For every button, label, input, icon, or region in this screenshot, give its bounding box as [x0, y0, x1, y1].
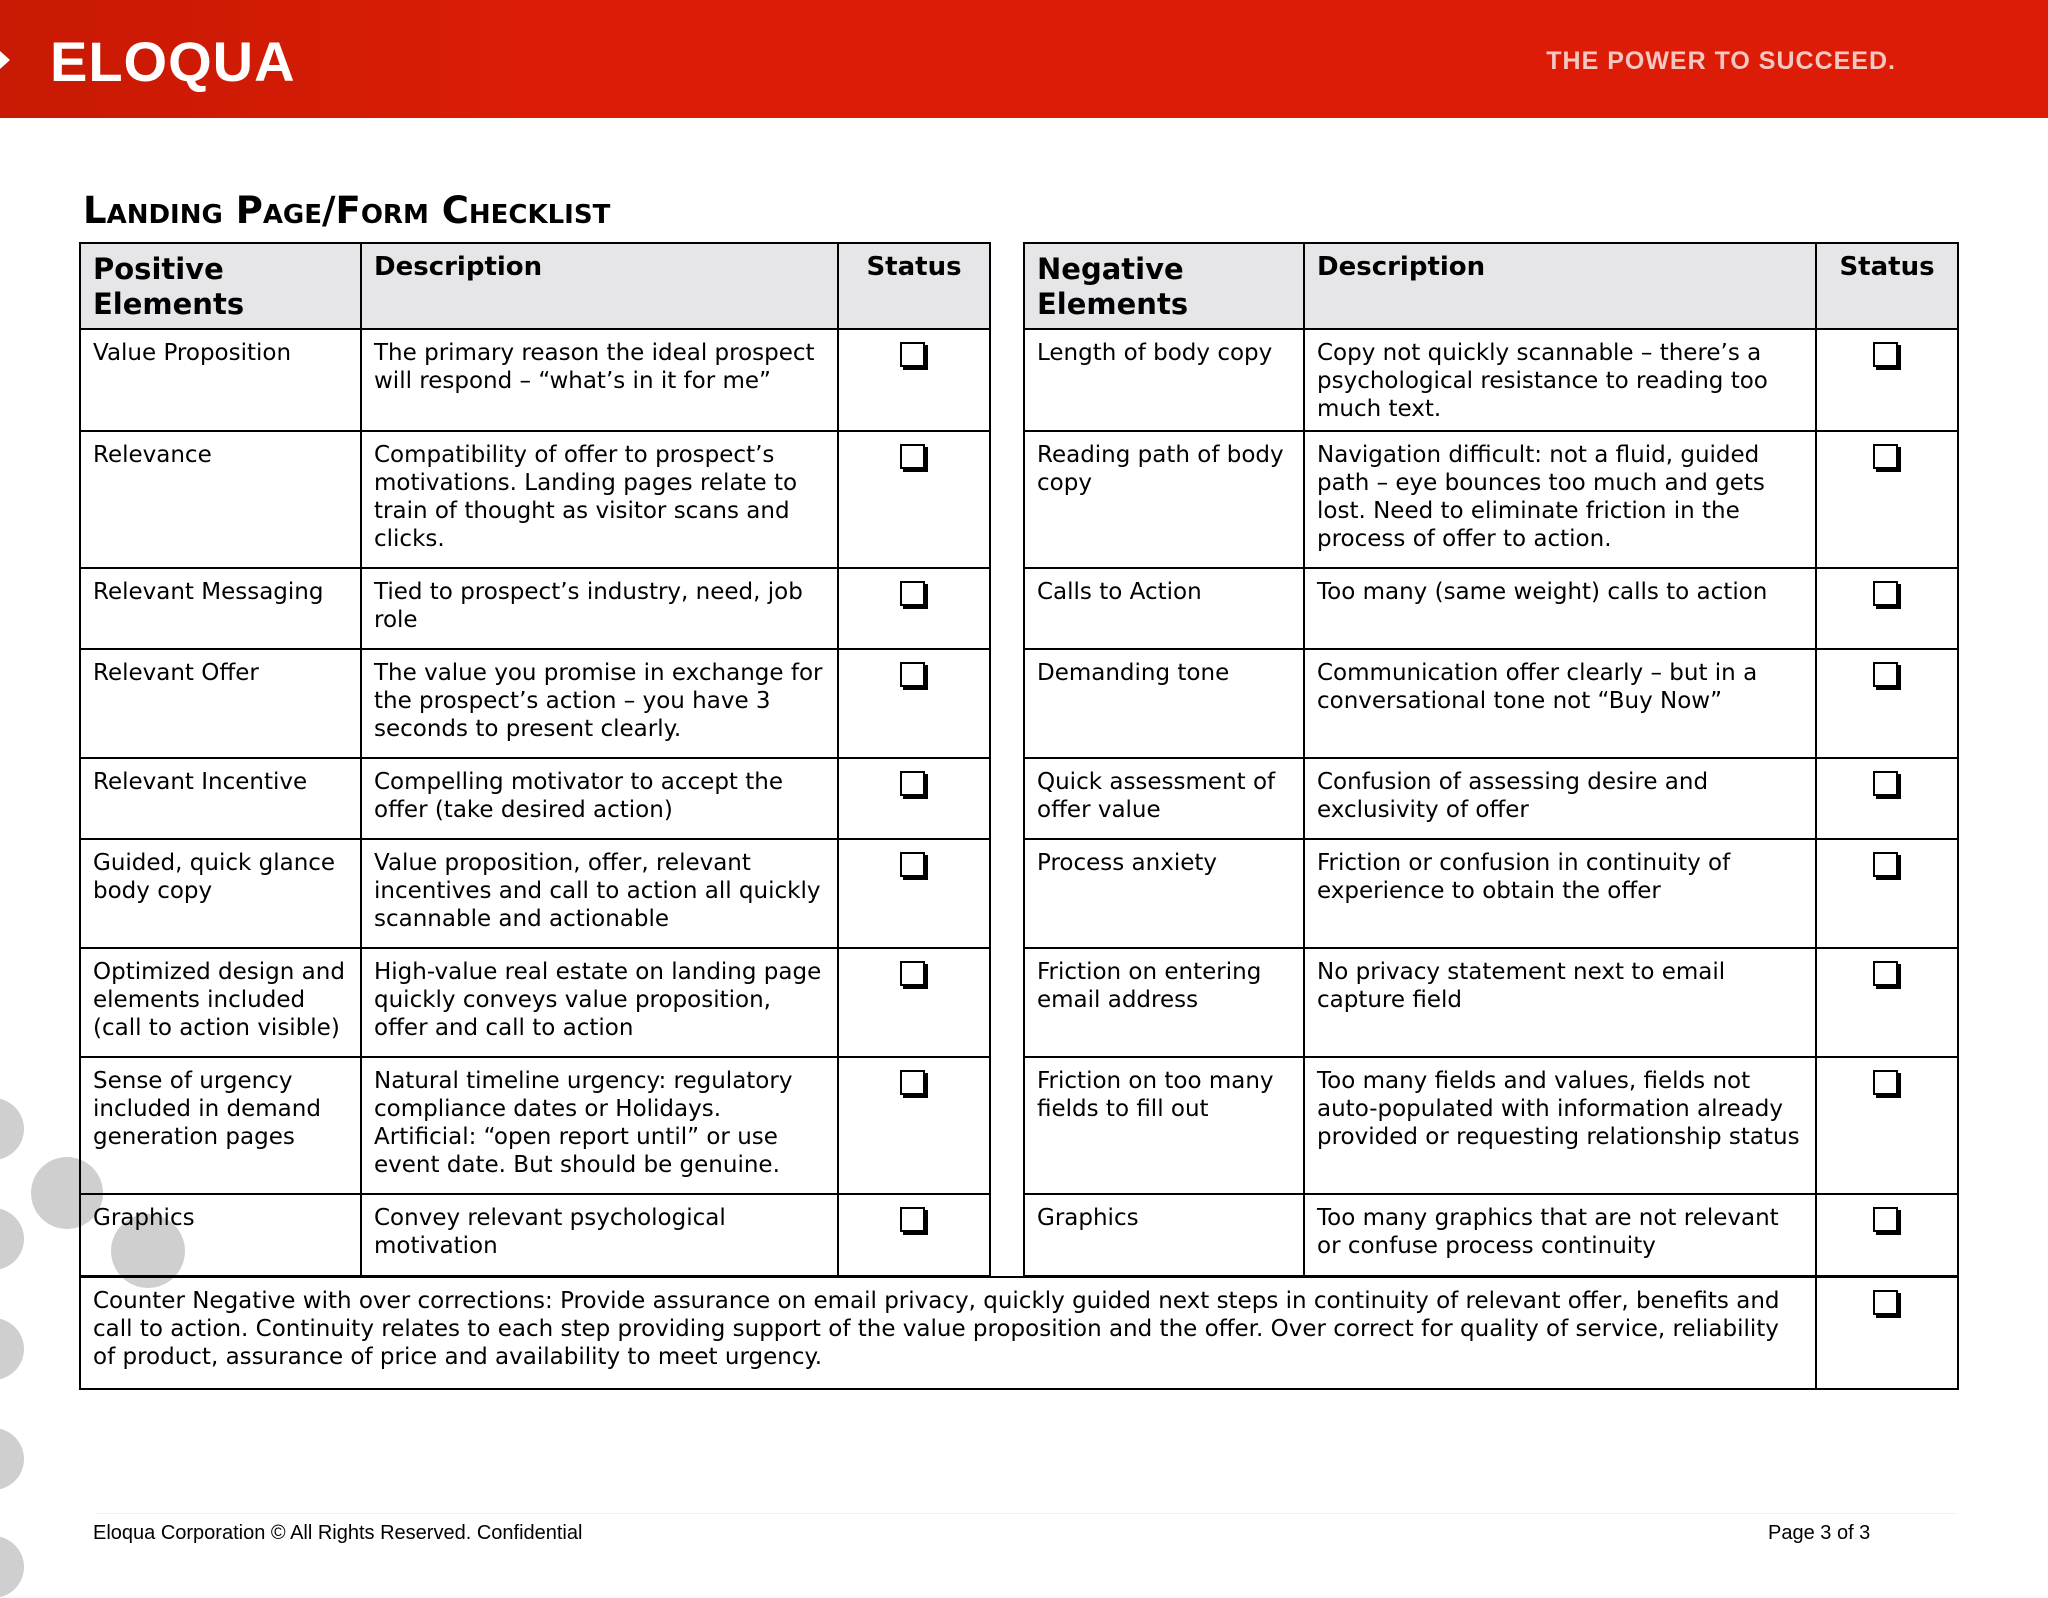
description-cell: The primary reason the ideal prospect will respond – “what’s in it for me” [361, 329, 838, 431]
table-row [80, 329, 990, 431]
description-cell: Natural timeline urgency: regulatory compliance dates or Holidays. Artificial: “open report until” or use event date. But should be genuine. [361, 1057, 838, 1194]
checkbox[interactable] [1873, 444, 1898, 469]
description-cell: Copy not quickly scannable – there’s a psychological resistance to reading too much text. [1304, 329, 1816, 431]
description-cell: Convey relevant psychological motivation [361, 1194, 838, 1276]
element-cell: Friction on entering email address [1024, 948, 1304, 1057]
status-cell [1816, 839, 1958, 948]
description-cell: Tied to prospect’s industry, need, job role [361, 568, 838, 649]
positive-elements-table [79, 242, 991, 1277]
element-cell: Relevant Incentive [80, 758, 361, 839]
table-row [1024, 1194, 1958, 1276]
description-cell: High-value real estate on landing page quickly conveys value proposition, offer and call to action [361, 948, 838, 1057]
table-row [1024, 948, 1958, 1057]
table-row [1024, 568, 1958, 649]
column-header-status: Status [1816, 243, 1958, 329]
description-cell: Too many fields and values, fields not auto-populated with information already provided or requesting relationship status [1304, 1057, 1816, 1194]
decor-circle-icon [0, 1208, 24, 1270]
arrow-icon [0, 51, 10, 69]
status-cell [838, 431, 990, 568]
description-cell: Compatibility of offer to prospect’s motivations. Landing pages relate to train of thought as visitor scans and clicks. [361, 431, 838, 568]
element-cell: Length of body copy [1024, 329, 1304, 431]
status-cell [1816, 431, 1958, 568]
summary-table [79, 1276, 1959, 1390]
status-cell [838, 568, 990, 649]
status-cell [1816, 758, 1958, 839]
table-row [80, 1194, 990, 1276]
table-row [1024, 431, 1958, 568]
description-cell: The value you promise in exchange for the prospect’s action – you have 3 seconds to present clearly. [361, 649, 838, 758]
status-cell [838, 649, 990, 758]
checkbox[interactable] [1873, 662, 1898, 687]
checkbox[interactable] [1873, 581, 1898, 606]
checkbox[interactable] [1873, 1070, 1898, 1095]
description-cell: Navigation difficult: not a fluid, guided path – eye bounces too much and gets lost. Need to eliminate friction in the process of offer to action. [1304, 431, 1816, 568]
element-cell: Relevance [80, 431, 361, 568]
table-row [80, 758, 990, 839]
element-cell: Sense of urgency included in demand generation pages [80, 1057, 361, 1194]
decor-circle-icon [0, 1536, 24, 1598]
status-cell [838, 1194, 990, 1276]
footer-copyright: Eloqua Corporation © All Rights Reserved. Confidential [93, 1522, 583, 1544]
status-cell [1816, 329, 1958, 431]
description-cell: Friction or confusion in continuity of experience to obtain the offer [1304, 839, 1816, 948]
element-cell: Reading path of body copy [1024, 431, 1304, 568]
footer-divider [95, 1513, 1957, 1514]
description-cell: Too many graphics that are not relevant or confuse process continuity [1304, 1194, 1816, 1276]
status-cell [838, 329, 990, 431]
status-cell [838, 839, 990, 948]
decor-circle-icon [0, 1098, 24, 1160]
description-cell: Confusion of assessing desire and exclusivity of offer [1304, 758, 1816, 839]
status-cell [1816, 948, 1958, 1057]
checkbox[interactable] [900, 342, 925, 367]
table-header-row [1024, 243, 1958, 329]
status-cell [838, 1057, 990, 1194]
checkbox[interactable] [900, 581, 925, 606]
status-cell [838, 948, 990, 1057]
eloqua-logo: ELOQUA [50, 30, 296, 93]
status-cell [1816, 1057, 1958, 1194]
element-cell: Guided, quick glance body copy [80, 839, 361, 948]
table-row [1024, 329, 1958, 431]
checkbox[interactable] [900, 852, 925, 877]
header-banner [0, 0, 2048, 118]
status-cell [1816, 1194, 1958, 1276]
table-row [80, 568, 990, 649]
column-header-positive-elements: Positive Elements [80, 243, 361, 329]
decor-circle-icon [0, 1428, 24, 1490]
table-header-row [80, 243, 990, 329]
checkbox[interactable] [900, 771, 925, 796]
element-cell: Calls to Action [1024, 568, 1304, 649]
checkbox[interactable] [900, 1070, 925, 1095]
table-row [80, 839, 990, 948]
description-cell: Communication offer clearly – but in a conversational tone not “Buy Now” [1304, 649, 1816, 758]
description-cell: No privacy statement next to email capture field [1304, 948, 1816, 1057]
element-cell: Value Proposition [80, 329, 361, 431]
checkbox[interactable] [900, 662, 925, 687]
description-cell: Compelling motivator to accept the offer (take desired action) [361, 758, 838, 839]
checkbox[interactable] [900, 1207, 925, 1232]
summary-text: Counter Negative with over corrections: Provide assurance on email privacy, quickly guided next steps in continuity of relevant offer, benefits and call to action. Continuity relates to each step providing support of the value proposition and the offer. Over correct for quality of service, reliability of product, assurance of price and availability to meet urgency. [80, 1277, 1816, 1389]
element-cell: Relevant Messaging [80, 568, 361, 649]
column-header-description: Description [361, 243, 838, 329]
table-row [80, 948, 990, 1057]
checkbox[interactable] [1873, 771, 1898, 796]
column-header-negative-elements: Negative Elements [1024, 243, 1304, 329]
checkbox[interactable] [1873, 852, 1898, 877]
element-cell: Relevant Offer [80, 649, 361, 758]
page-title: Landing Page/Form Checklist [83, 189, 611, 232]
table-row [1024, 1057, 1958, 1194]
checkbox[interactable] [1873, 1290, 1898, 1315]
element-cell: Demanding tone [1024, 649, 1304, 758]
element-cell: Graphics [1024, 1194, 1304, 1276]
checkbox[interactable] [1873, 342, 1898, 367]
checkbox[interactable] [1873, 1207, 1898, 1232]
checkbox[interactable] [900, 444, 925, 469]
description-cell: Value proposition, offer, relevant incentives and call to action all quickly scannable and actionable [361, 839, 838, 948]
table-row [80, 431, 990, 568]
footer-page-number: Page 3 of 3 [1768, 1522, 1871, 1544]
description-cell: Too many (same weight) calls to action [1304, 568, 1816, 649]
summary-row [80, 1277, 1958, 1389]
column-header-description: Description [1304, 243, 1816, 329]
status-cell [1816, 1277, 1958, 1389]
table-row [80, 1057, 990, 1194]
element-cell: Graphics [80, 1194, 361, 1276]
decor-circle-icon [0, 1318, 24, 1380]
tagline: THE POWER TO SUCCEED. [1546, 47, 1896, 75]
column-header-status: Status [838, 243, 990, 329]
status-cell [1816, 568, 1958, 649]
element-cell: Friction on too many fields to fill out [1024, 1057, 1304, 1194]
table-row [1024, 758, 1958, 839]
table-row [1024, 839, 1958, 948]
checkbox[interactable] [900, 961, 925, 986]
status-cell [838, 758, 990, 839]
element-cell: Optimized design and elements included (call to action visible) [80, 948, 361, 1057]
table-row [1024, 649, 1958, 758]
negative-elements-table [1023, 242, 1959, 1277]
table-row [80, 649, 990, 758]
element-cell: Process anxiety [1024, 839, 1304, 948]
element-cell: Quick assessment of offer value [1024, 758, 1304, 839]
checkbox[interactable] [1873, 961, 1898, 986]
status-cell [1816, 649, 1958, 758]
